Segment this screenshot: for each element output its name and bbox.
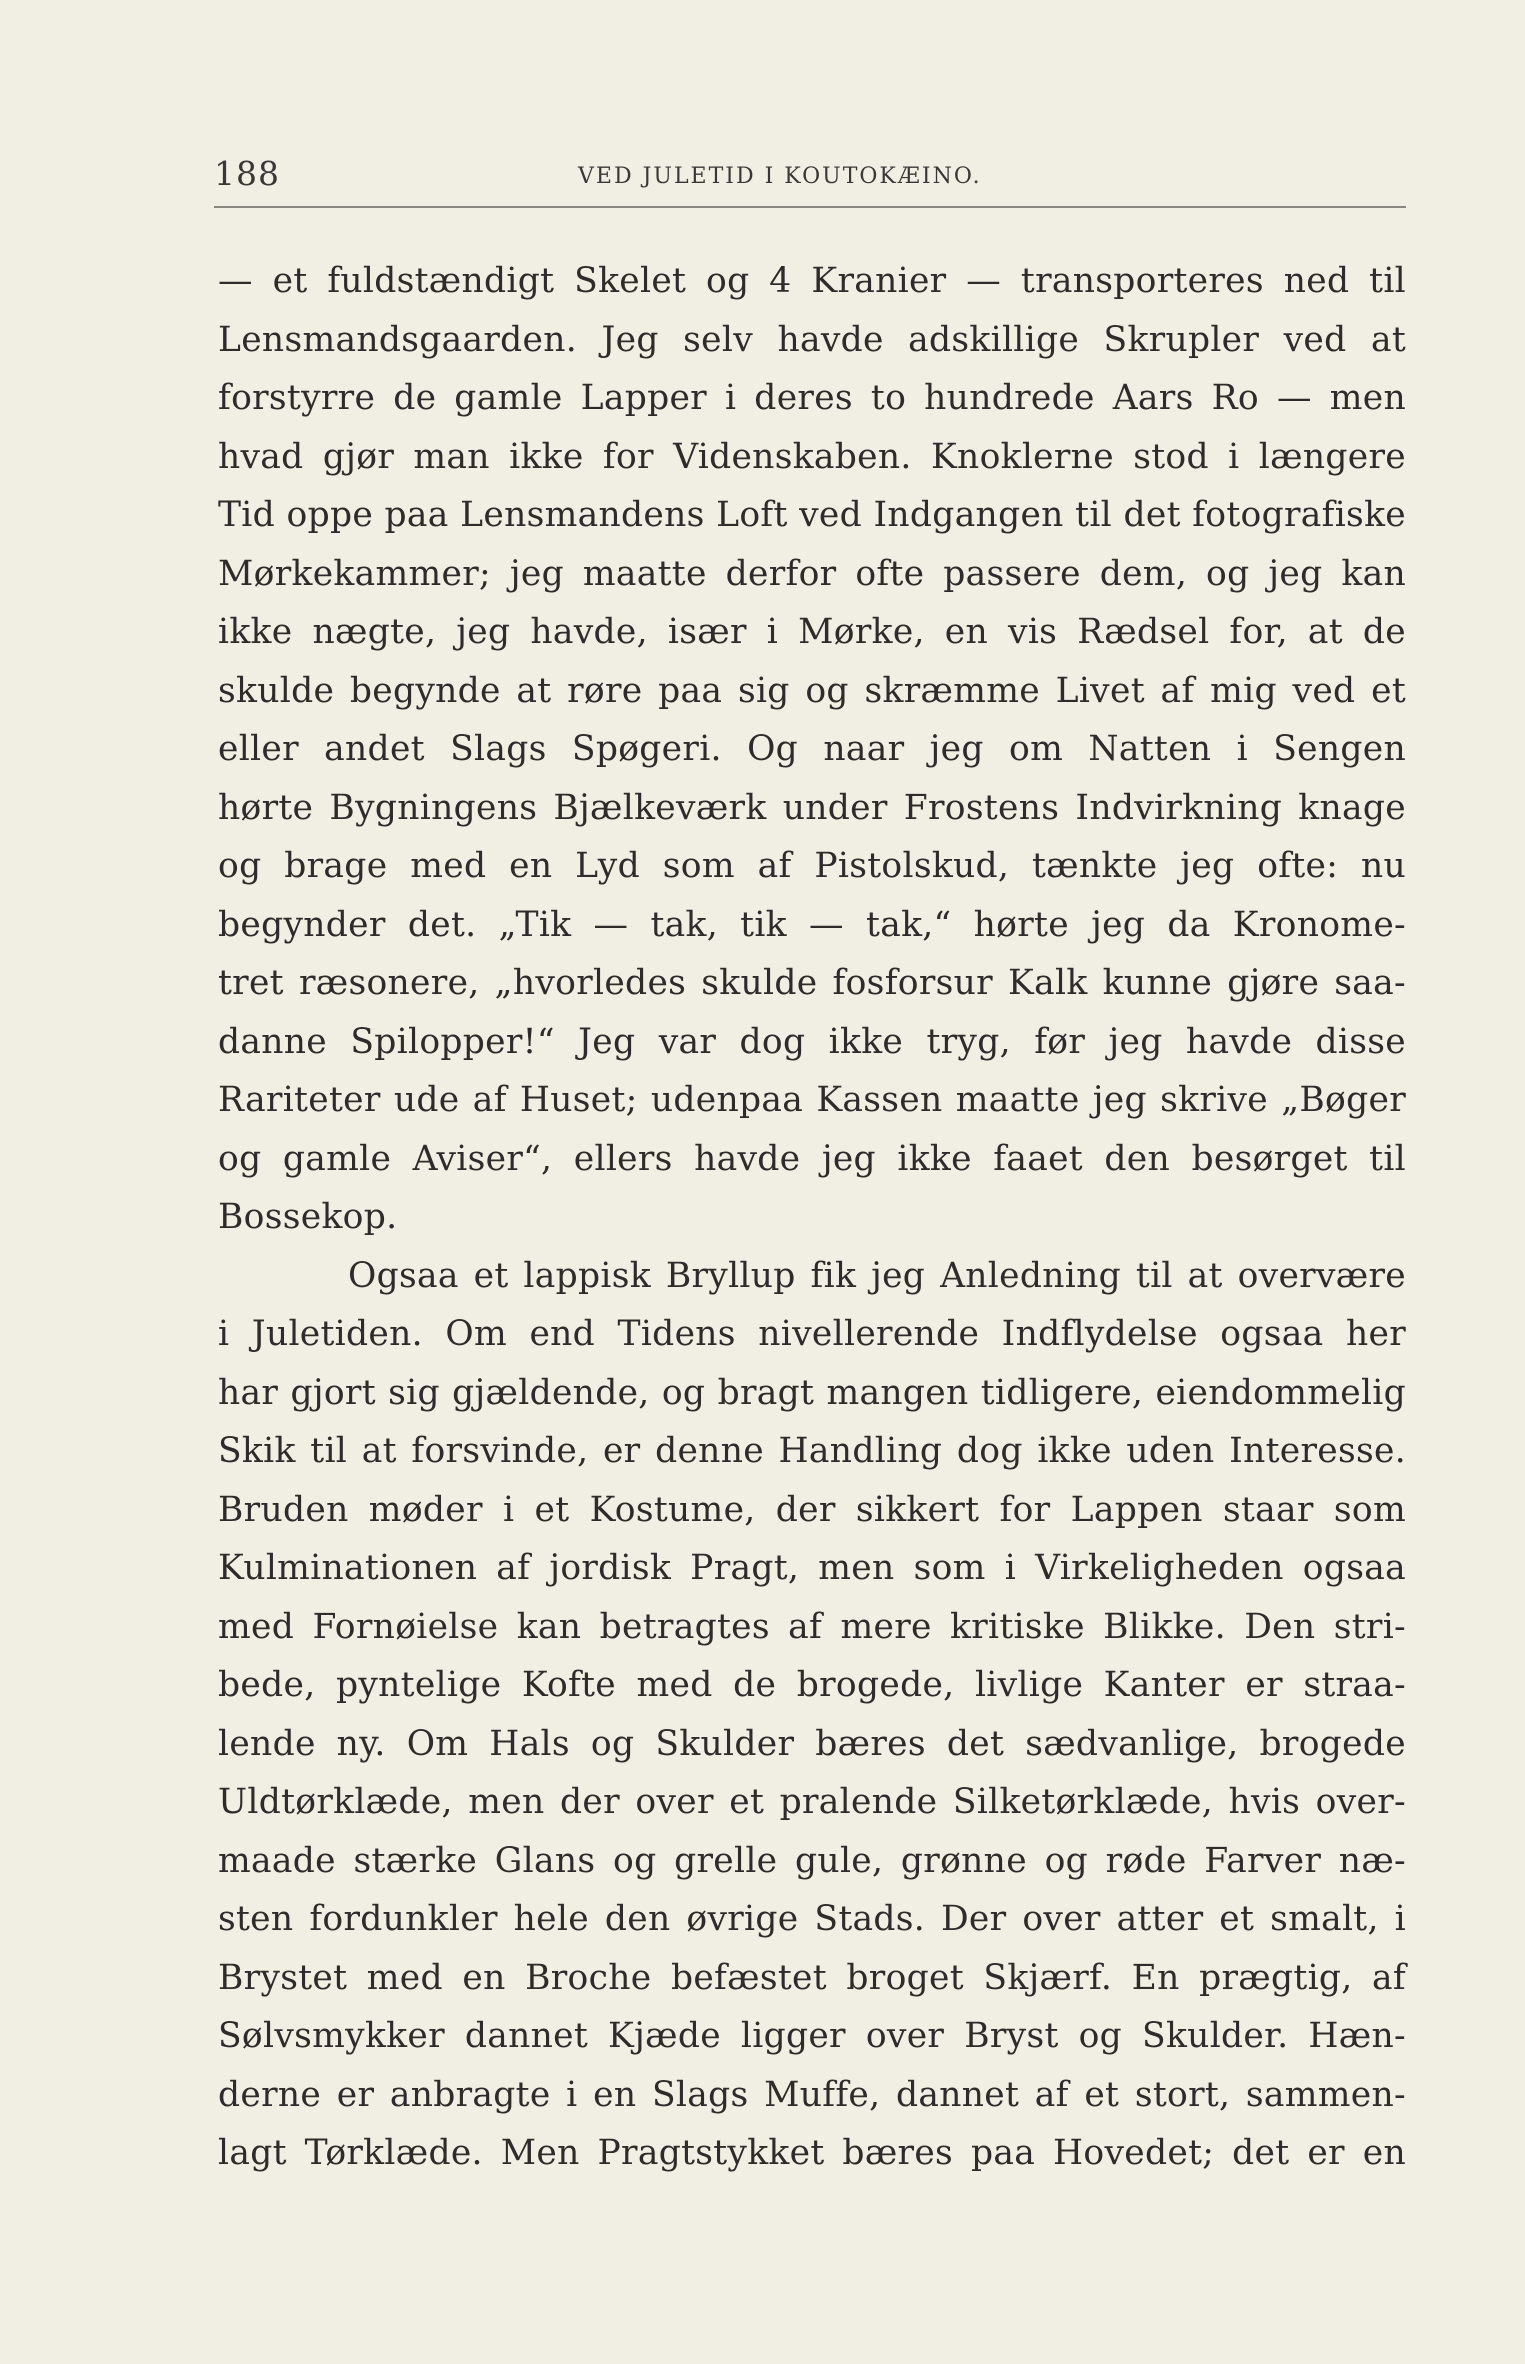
text-line: i Juletiden. Om end Tidens nivellerende Indflydelse ogsaa her <box>218 1314 1406 1354</box>
text-line: med Fornøielse kan betragtes af mere kritiske Blikke. Den stri- <box>218 1606 1406 1647</box>
text-line: Uldtørklæde, men der over et pralende Silketørklæde, hvis over- <box>218 1782 1406 1822</box>
text-line: Kulminationen af jordisk Pragt, men som i Virkeligheden ogsaa <box>218 1548 1406 1588</box>
text-line: lagt Tørklæde. Men Pragtstykket bæres paa Hovedet; det er en <box>218 2133 1406 2173</box>
text-line: hørte Bygningens Bjælkeværk under Frostens Indvirkning knage <box>218 787 1406 828</box>
text-line: Skik til at forsvinde, er denne Handling dog ikke uden Interesse. <box>218 1431 1406 1471</box>
running-title: VED JULETID I KOUTOKÆINO. <box>578 164 982 189</box>
text-line: bede, pyntelige Kofte med de brogede, livlige Kanter er straa- <box>218 1665 1406 1705</box>
text-line: Sølvsmykker dannet Kjæde ligger over Bryst og Skulder. Hæn- <box>218 2016 1406 2056</box>
page-number: 188 <box>214 154 280 193</box>
text-line: Ogsaa et lappisk Bryllup fik jeg Anledning til at overvære <box>348 1255 1406 1296</box>
text-line: Mørkekammer; jeg maatte derfor ofte passere dem, og jeg kan <box>218 553 1406 594</box>
text-line: sten fordunkler hele den øvrige Stads. Der over atter et smalt, i <box>218 1899 1406 1939</box>
text-line: begynder det. „Tik — tak, tik — tak,“ hørte jeg da Kronome- <box>218 904 1406 945</box>
text-line: Tid oppe paa Lensmandens Loft ved Indgangen til det fotografiske <box>218 495 1406 535</box>
text-line: danne Spilopper!“ Jeg var dog ikke tryg, før jeg havde disse <box>218 1021 1406 1062</box>
body-text <box>218 252 1406 2183</box>
text-line: derne er anbragte i en Slags Muffe, dannet af et stort, sammen- <box>218 2074 1406 2115</box>
text-line: maade stærke Glans og grelle gule, grønne og røde Farver næ- <box>218 1840 1406 1881</box>
text-line: forstyrre de gamle Lapper i deres to hundrede Aars Ro — men <box>218 378 1406 418</box>
text-line: eller andet Slags Spøgeri. Og naar jeg om Natten i Sengen <box>218 729 1406 769</box>
text-line: og gamle Aviser“, ellers havde jeg ikke faaet den besørget til <box>218 1138 1406 1179</box>
text-line: — et fuldstændigt Skelet og 4 Kranier — transporteres ned til <box>218 261 1406 301</box>
text-line: Brystet med en Broche befæstet broget Skjærf. En prægtig, af <box>218 1957 1406 1998</box>
text-line: har gjort sig gjældende, og bragt mangen tidligere, eiendommelig <box>218 1372 1406 1413</box>
running-head <box>214 150 1406 208</box>
text-line: hvad gjør man ikke for Videnskaben. Knoklerne stod i længere <box>218 436 1406 477</box>
text-line: og brage med en Lyd som af Pistolskud, tænkte jeg ofte: nu <box>218 846 1406 886</box>
text-line: ikke nægte, jeg havde, især i Mørke, en vis Rædsel for, at de <box>218 612 1406 652</box>
text-line: Bossekop. <box>218 1197 398 1237</box>
text-line: skulde begynde at røre paa sig og skræmme Livet af mig ved et <box>218 670 1406 711</box>
text-line: Lensmandsgaarden. Jeg selv havde adskillige Skrupler ved at <box>218 319 1406 360</box>
text-line: tret ræsonere, „hvorledes skulde fosforsur Kalk kunne gjøre saa- <box>218 963 1406 1003</box>
text-line: lende ny. Om Hals og Skulder bæres det sædvanlige, brogede <box>218 1723 1406 1764</box>
text-line: Rariteter ude af Huset; udenpaa Kassen maatte jeg skrive „Bøger <box>218 1080 1406 1120</box>
text-line: Bruden møder i et Kostume, der sikkert for Lappen staar som <box>218 1489 1406 1530</box>
